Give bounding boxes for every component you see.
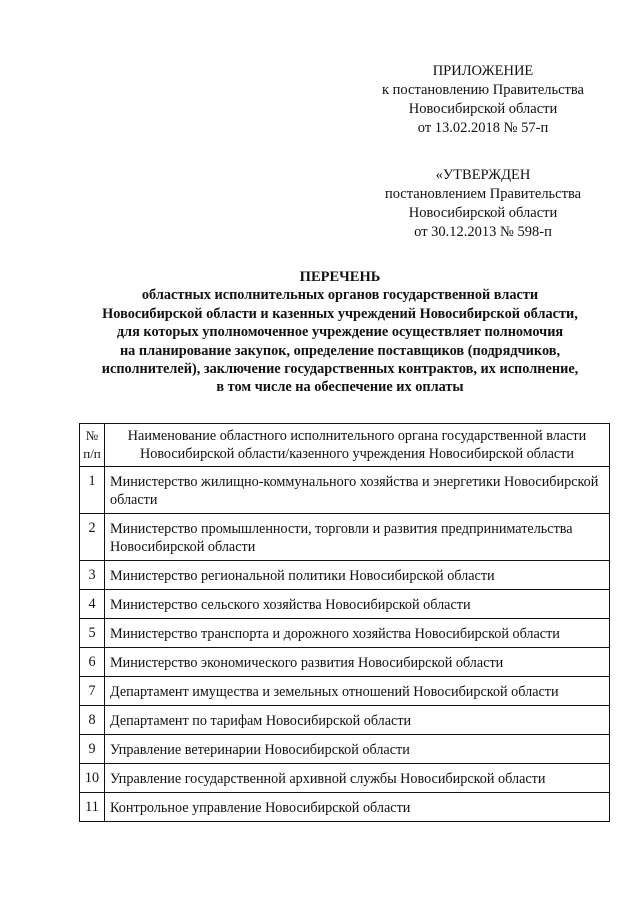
row-num: 9 (80, 735, 105, 764)
row-num: 8 (80, 706, 105, 735)
row-name: Управление ветеринарии Новосибирской области (105, 735, 610, 764)
row-name: Департамент имущества и земельных отношений Новосибирской области (105, 677, 610, 706)
header-name: Наименование областного исполнительного органа государственной власти Новосибирской области/казенного учреждения Новосибирской области (105, 424, 610, 467)
table-row (80, 793, 610, 822)
row-name: Министерство сельского хозяйства Новосибирской области (105, 590, 610, 619)
appendix-line: от 13.02.2018 № 57-п (417, 120, 549, 136)
appendix-line: к постановлению Правительства (382, 82, 584, 98)
approved-line: Новосибирской области (408, 205, 558, 221)
row-name: Контрольное управление Новосибирской области (105, 793, 610, 822)
row-name: Министерство экономического развития Новосибирской области (105, 648, 610, 677)
row-num: 4 (80, 590, 105, 619)
appendix-line: ПРИЛОЖЕНИЕ (432, 63, 534, 79)
row-name: Департамент по тарифам Новосибирской области (105, 706, 610, 735)
row-num: 10 (80, 764, 105, 793)
appendix-stamp (378, 62, 588, 138)
table-row (80, 590, 610, 619)
title-line: исполнителей), заключение государственных контрактов, их исполнение, (101, 361, 579, 378)
table-row (80, 764, 610, 793)
table-row (80, 561, 610, 590)
title-line: в том числе на обеспечение их оплаты (216, 379, 464, 396)
title-line: областных исполнительных органов государственной власти (141, 287, 539, 304)
title-line: для которых уполномоченное учреждение осуществляет полномочия (116, 324, 564, 341)
table-row (80, 648, 610, 677)
table-row (80, 467, 610, 514)
approved-line: от 30.12.2013 № 598-п (414, 224, 552, 240)
table-row (80, 619, 610, 648)
header-num: № п/п (80, 424, 105, 467)
row-num: 7 (80, 677, 105, 706)
title-line: Новосибирской области и казенных учреждений Новосибирской области, (102, 305, 578, 322)
row-name: Министерство жилищно-коммунального хозяйства и энергетики Новосибирской области (105, 467, 610, 514)
table-row (80, 706, 610, 735)
row-num: 1 (80, 467, 105, 514)
approved-line: постановлением Правительства (384, 186, 582, 202)
row-name: Министерство транспорта и дорожного хозяйства Новосибирской области (105, 619, 610, 648)
table-row (80, 677, 610, 706)
row-name: Министерство региональной политики Новосибирской области (105, 561, 610, 590)
table-header-row (80, 424, 610, 467)
approved-line: «УТВЕРЖДЕН (435, 167, 531, 183)
title-line: на планирование закупок, определение поставщиков (подрядчиков, (119, 342, 561, 359)
table-row (80, 735, 610, 764)
table-row (80, 514, 610, 561)
appendix-line: Новосибирской области (408, 101, 558, 117)
row-num: 2 (80, 514, 105, 561)
row-num: 6 (80, 648, 105, 677)
approved-stamp (378, 166, 588, 242)
row-name: Управление государственной архивной службы Новосибирской области (105, 764, 610, 793)
row-num: 5 (80, 619, 105, 648)
row-name: Министерство промышленности, торговли и развития предпринимательства Новосибирской области (105, 514, 610, 561)
title-main: ПЕРЕЧЕНЬ (299, 269, 381, 285)
organizations-table (79, 423, 610, 822)
row-num: 11 (80, 793, 105, 822)
row-num: 3 (80, 561, 105, 590)
document-title (70, 268, 610, 397)
